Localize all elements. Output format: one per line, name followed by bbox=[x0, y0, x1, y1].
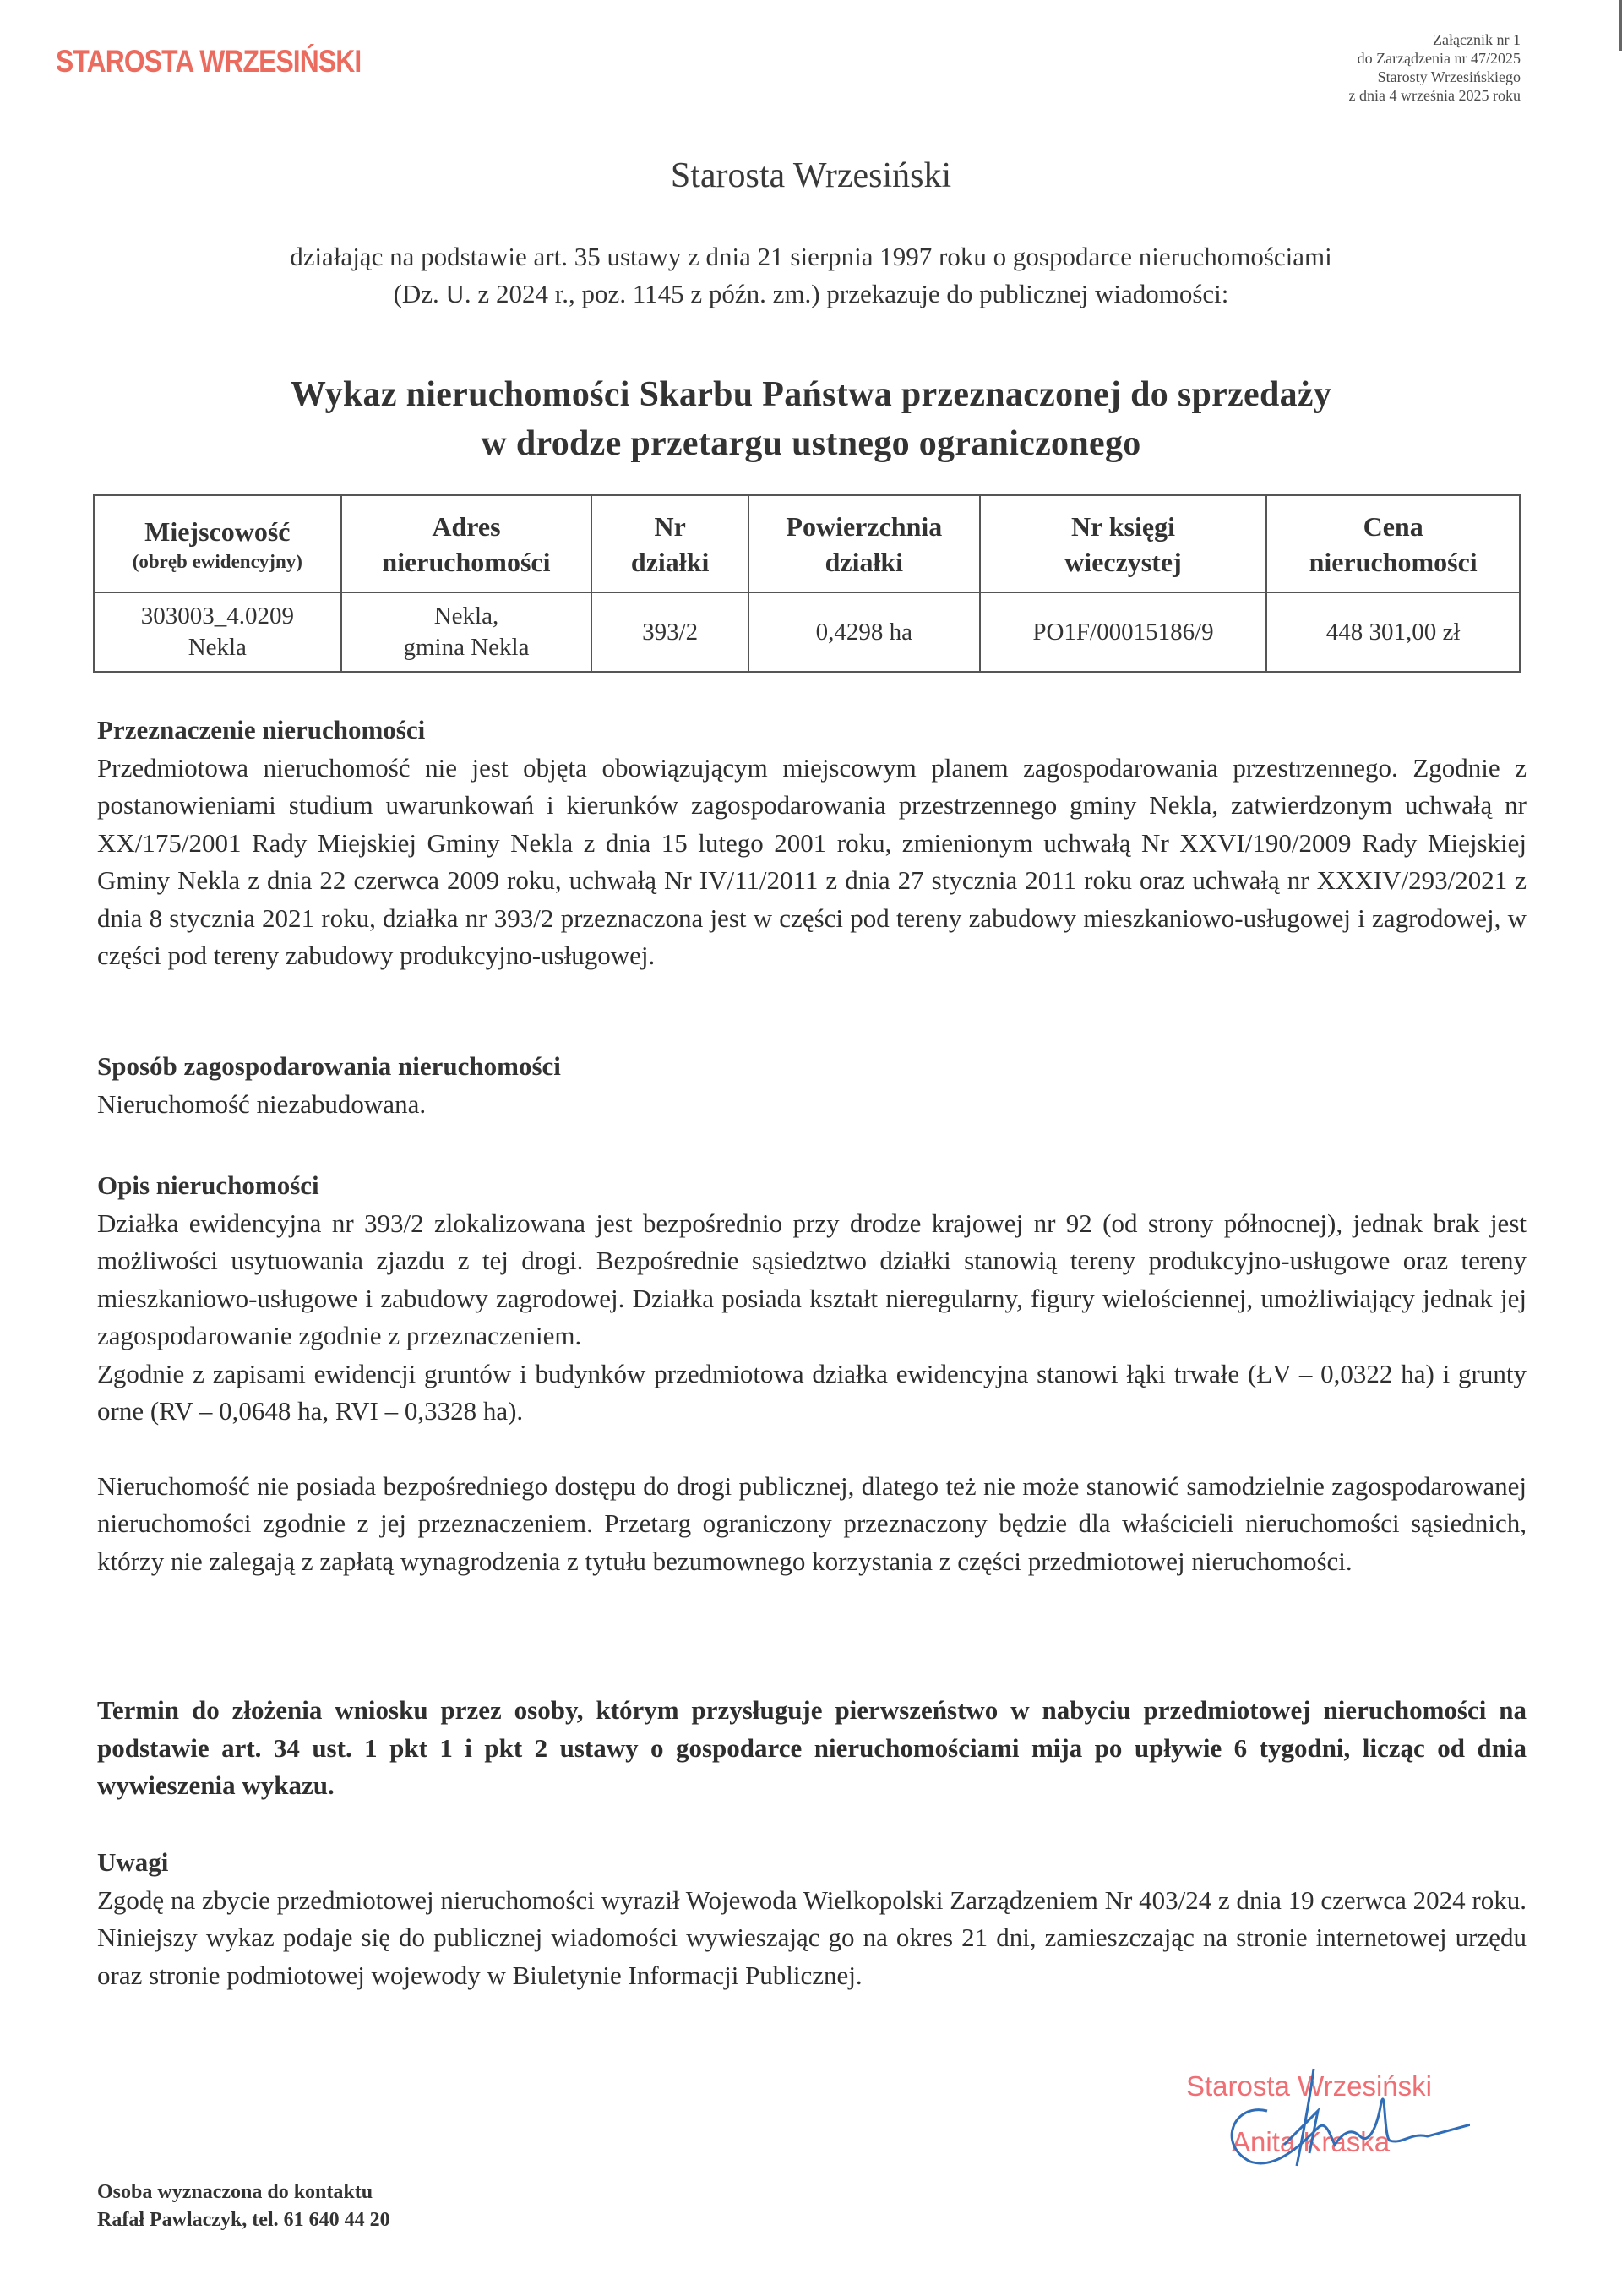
title-line: Wykaz nieruchomości Skarbu Państwa przeznaczonej do sprzedaży bbox=[290, 375, 1332, 414]
handwritten-signature-icon bbox=[1183, 2052, 1470, 2170]
signature-block bbox=[1183, 2052, 1470, 2170]
authority-heading: Starosta Wrzesiński bbox=[670, 156, 952, 195]
starosta-stamp: STAROSTA WRZESIŃSKI bbox=[56, 44, 362, 79]
cell-miejscowosc: 303003_4.0209 Nekla bbox=[94, 592, 341, 672]
col-header-nr-dzialki: Nr działki bbox=[591, 495, 748, 592]
intro-line: działając na podstawie art. 35 ustawy z dnia 21 sierpnia 1997 roku o gospodarce nieruchomościami bbox=[290, 242, 1332, 271]
property-table bbox=[93, 494, 1521, 673]
annex-line: z dnia 4 września 2025 roku bbox=[1348, 87, 1521, 104]
cell-cena: 448 301,00 zł bbox=[1266, 592, 1520, 672]
intro-line: (Dz. U. z 2024 r., poz. 1145 z późn. zm.) przekazuje do publicznej wiadomości: bbox=[393, 279, 1229, 308]
section-heading: Przeznaczenie nieruchomości bbox=[97, 715, 426, 744]
col-header-adres: Adres nieruchomości bbox=[341, 495, 592, 592]
contact-label: Osoba wyznaczona do kontaktu bbox=[97, 2181, 373, 2203]
cell-ksiega: PO1F/00015186/9 bbox=[980, 592, 1267, 672]
contact-block bbox=[97, 2179, 390, 2234]
deadline-text: Termin do złożenia wniosku przez osoby, którym przysługuje pierwszeństwo w nabyciu przedmiotowej nieruchomości na podstawie art. 34 ust. 1 pkt 1 i pkt 2 ustawy o gospodarce nieruchomościami mija po upływie 6 tygodni, licząc od dnia wywieszenia wykazu. bbox=[97, 1695, 1527, 1800]
contact-person: Rafał Pawlaczyk, tel. 61 640 44 20 bbox=[97, 2209, 390, 2231]
document-title bbox=[0, 370, 1622, 468]
intro-paragraph bbox=[152, 238, 1470, 313]
table-row bbox=[94, 592, 1520, 672]
section-text: Zgodę na zbycie przedmiotowej nieruchomości wyraził Wojewoda Wielkopolski Zarządzeniem Nr 403/24 z dnia 19 czerwca 2024 roku. Niniejszy wykaz podaje się do publicznej wiadomości wywieszając go na okres 21 dni, zamieszczając na stronie internetowej urzędu oraz stronie podmiotowej wojewody w Biuletynie Informacji Publicznej. bbox=[97, 1884, 1527, 1990]
section-text: Działka ewidencyjna nr 393/2 zlokalizowana jest bezpośrednio przy drodze krajowej nr 92 (od strony północnej), jednak brak jest możliwości usytuowania zjazdu z tej drogi. Bezpośrednie sąsiedztwo działki stanowią tereny produkcyjno-usługowe oraz tereny mieszkaniowo-usługowe i zabudowy zagrodowej. Działka posiada kształt nieregularny, figury wielościennej, umożliwiający jednak jej zagospodarowanie zgodnie z przeznaczeniem. bbox=[97, 1208, 1527, 1350]
section-text: Zgodnie z zapisami ewidencji gruntów i budynków przedmiotowa działka ewidencyjna stanowi łąki trwałe (ŁV – 0,0322 ha) i grunty orne (RV – 0,0648 ha, RVI – 0,3328 ha). bbox=[97, 1358, 1527, 1426]
col-header-cena: Cena nieruchomości bbox=[1266, 495, 1520, 592]
annex-line: do Zarządzenia nr 47/2025 bbox=[1357, 50, 1521, 67]
section-heading: Uwagi bbox=[97, 1847, 169, 1877]
signature-stamp-name: Anita Kraska bbox=[1232, 2126, 1391, 2157]
section-termin bbox=[97, 1692, 1527, 1805]
section-text: Przedmiotowa nieruchomość nie jest objęta obowiązującym miejscowym planem zagospodarowania przestrzennego. Zgodnie z postanowieniami studium uwarunkowań i kierunków zagospodarowania przestrzennego gminy Nekla, zatwierdzonym uchwałą nr XX/175/2001 Rady Miejskiej Gminy Nekla z dnia 15 lutego 2001 roku, zmienionym uchwałą Nr XXVI/190/2009 Rady Miejskiej Gminy Nekla z dnia 22 czerwca 2009 roku, uchwałą Nr IV/11/2011 z dnia 27 stycznia 2011 roku oraz uchwałą nr XXXIV/293/2021 z dnia 8 stycznia 2021 roku, działka nr 393/2 przeznaczona jest w części pod tereny zabudowy mieszkaniowo-usługowej i zagrodowej, w części pod tereny zabudowy produkcyjno-usługowej. bbox=[97, 752, 1527, 970]
cell-nr-dzialki: 393/2 bbox=[591, 592, 748, 672]
cell-adres: Nekla, gmina Nekla bbox=[341, 592, 592, 672]
section-text: Nieruchomość nie posiada bezpośredniego dostępu do drogi publicznej, dlatego też nie może stanowić samodzielnie zagospodarowanej nieruchomości zgodnie z jej przeznaczeniem. Przetarg ograniczony przeznaczony będzie dla właścicieli nieruchomości sąsiednich, którzy nie zalegają z zapłatą wynagrodzenia z tytułu bezumownego korzystania z części przedmiotowej nieruchomości. bbox=[97, 1470, 1527, 1576]
col-header-miejscowosc: Miejscowość (obręb ewidencyjny) bbox=[94, 495, 341, 592]
annex-line: Załącznik nr 1 bbox=[1433, 31, 1521, 48]
section-heading: Sposób zagospodarowania nieruchomości bbox=[97, 1051, 561, 1081]
section-heading: Opis nieruchomości bbox=[97, 1170, 319, 1200]
title-line: w drodze przetargu ustnego ograniczonego bbox=[481, 424, 1141, 463]
section-text: Nieruchomość niezabudowana. bbox=[97, 1088, 427, 1119]
section-sposob bbox=[97, 1048, 1527, 1123]
annex-line: Starosty Wrzesińskiego bbox=[1377, 68, 1521, 85]
table-header-row bbox=[94, 495, 1520, 592]
col-header-powierzchnia: Powierzchnia działki bbox=[748, 495, 980, 592]
section-uwagi bbox=[97, 1844, 1527, 1994]
section-przeznaczenie bbox=[97, 712, 1527, 975]
col-header-ksiega: Nr księgi wieczystej bbox=[980, 495, 1267, 592]
section-opis bbox=[97, 1167, 1527, 1580]
annex-note bbox=[1349, 30, 1521, 105]
cell-powierzchnia: 0,4298 ha bbox=[748, 592, 980, 672]
signature-stamp-title: Starosta Wrzesiński bbox=[1186, 2070, 1432, 2102]
